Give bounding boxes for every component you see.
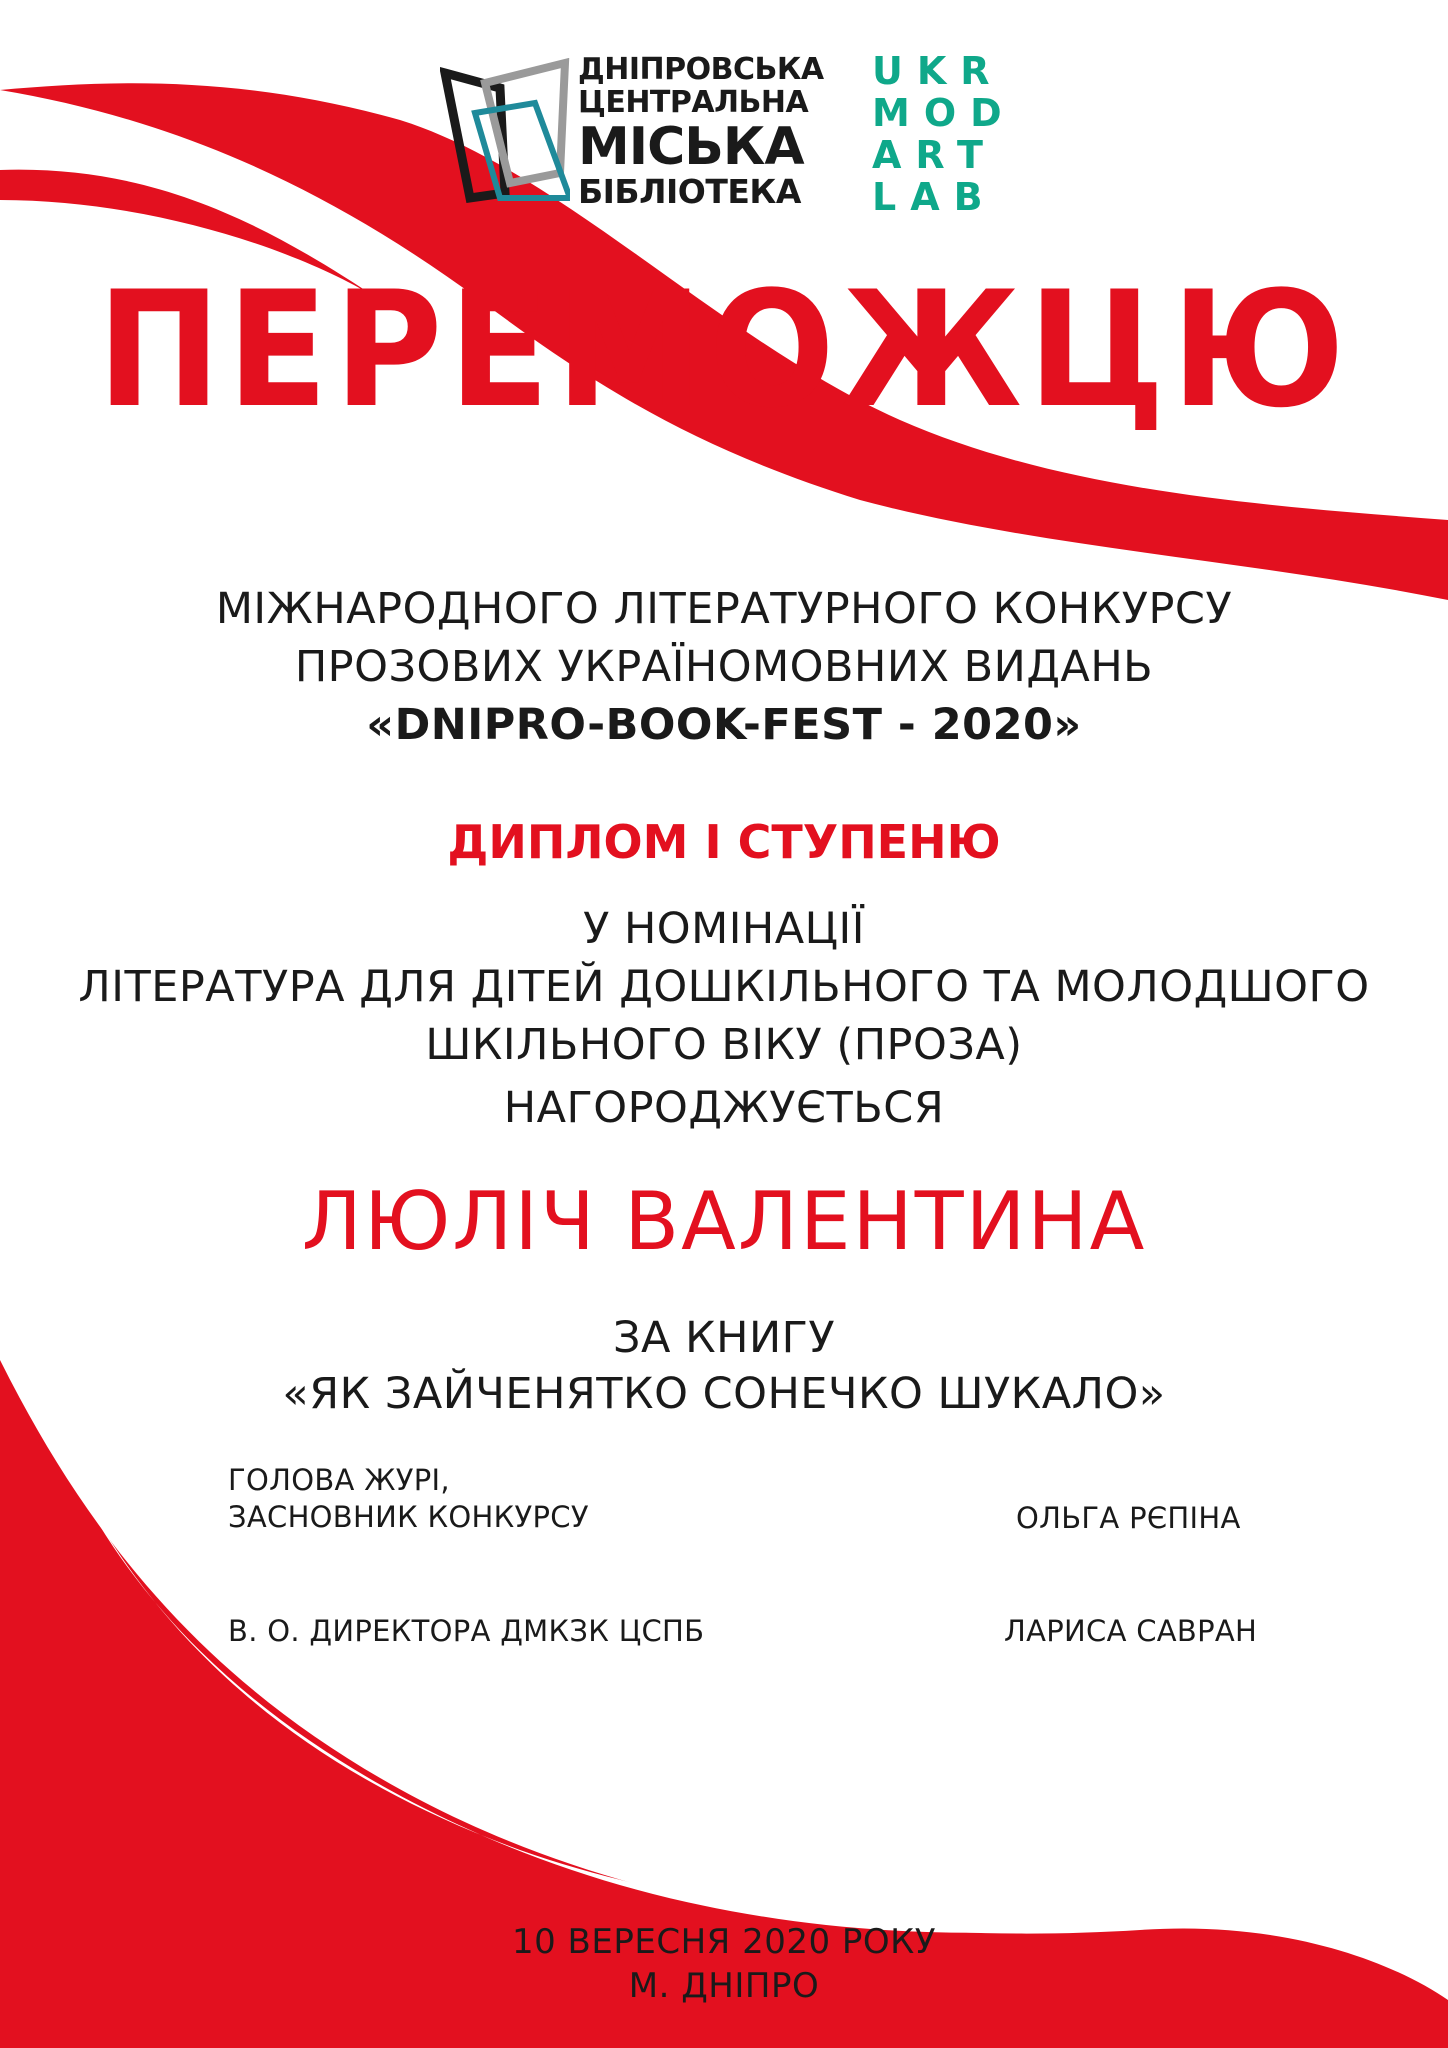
footer-date: 10 ВЕРЕСНЯ 2020 РОКУ	[511, 1922, 937, 1962]
header-logos	[440, 50, 1020, 220]
nomination	[0, 900, 1448, 1074]
director-name: ЛАРИСА САВРАН	[1004, 1614, 1258, 1648]
contest-line: МІЖНАРОДНОГО ЛІТЕРАТУРНОГО КОНКУРСУ	[215, 584, 1233, 634]
ukrmodartlab-logo-line: ART	[872, 133, 997, 177]
winner-name: ЛЮЛІЧ ВАЛЕНТИНА	[301, 1175, 1147, 1268]
page-title: ПЕРЕМОЖЦЮ	[97, 257, 1351, 443]
ukrmodartlab-logo	[872, 50, 1016, 218]
book-icon	[440, 58, 570, 208]
library-logo-line: ЦЕНТРАЛЬНА	[578, 85, 809, 120]
library-logo-line: МІСЬКА	[578, 117, 804, 177]
jury-chair-role	[228, 1462, 589, 1536]
library-logo-line: ДНІПРОВСЬКА	[578, 52, 824, 87]
library-logo-line: БІБЛІОТЕКА	[578, 172, 801, 211]
nomination-line: У НОМІНАЦІЇ	[583, 904, 865, 954]
book-title	[0, 1310, 1448, 1422]
ukrmodartlab-logo-line: LAB	[872, 175, 997, 219]
awarded-label: НАГОРОДЖУЄТЬСЯ	[503, 1083, 945, 1133]
footer-date-place	[0, 1920, 1448, 2008]
book-line: «ЯК ЗАЙЧЕНЯТКО СОНЕЧКО ШУКАЛО»	[282, 1369, 1166, 1419]
contest-line: ПРОЗОВИХ УКРАЇНОМОВНИХ ВИДАНЬ	[294, 642, 1154, 692]
contest-name	[0, 580, 1448, 754]
jury-chair-name: ОЛЬГА РЄПІНА	[1016, 1501, 1241, 1535]
director-role: В. О. ДИРЕКТОРА ДМКЗК ЦСПБ	[228, 1614, 705, 1648]
nomination-line: ЛІТЕРАТУРА ДЛЯ ДІТЕЙ ДОШКІЛЬНОГО ТА МОЛОДШОГО	[78, 962, 1370, 1012]
contest-festival-name: «DNIPRO-BOOK-FEST - 2020»	[366, 700, 1082, 750]
ukrmodartlab-logo-line: MOD	[872, 91, 1016, 135]
footer-city: М. ДНІПРО	[628, 1966, 820, 2006]
nomination-line: ШКІЛЬНОГО ВІКУ (ПРОЗА)	[425, 1020, 1023, 1070]
diploma-degree: ДИПЛОМ І СТУПЕНЮ	[447, 815, 1001, 869]
ukrmodartlab-logo-line: UKR	[872, 49, 1004, 93]
book-line: ЗА КНИГУ	[612, 1313, 836, 1363]
jury-role-line: ГОЛОВА ЖУРІ,	[228, 1463, 450, 1497]
library-logo-text	[578, 52, 824, 211]
jury-role-line: ЗАСНОВНИК КОНКУРСУ	[228, 1500, 589, 1534]
